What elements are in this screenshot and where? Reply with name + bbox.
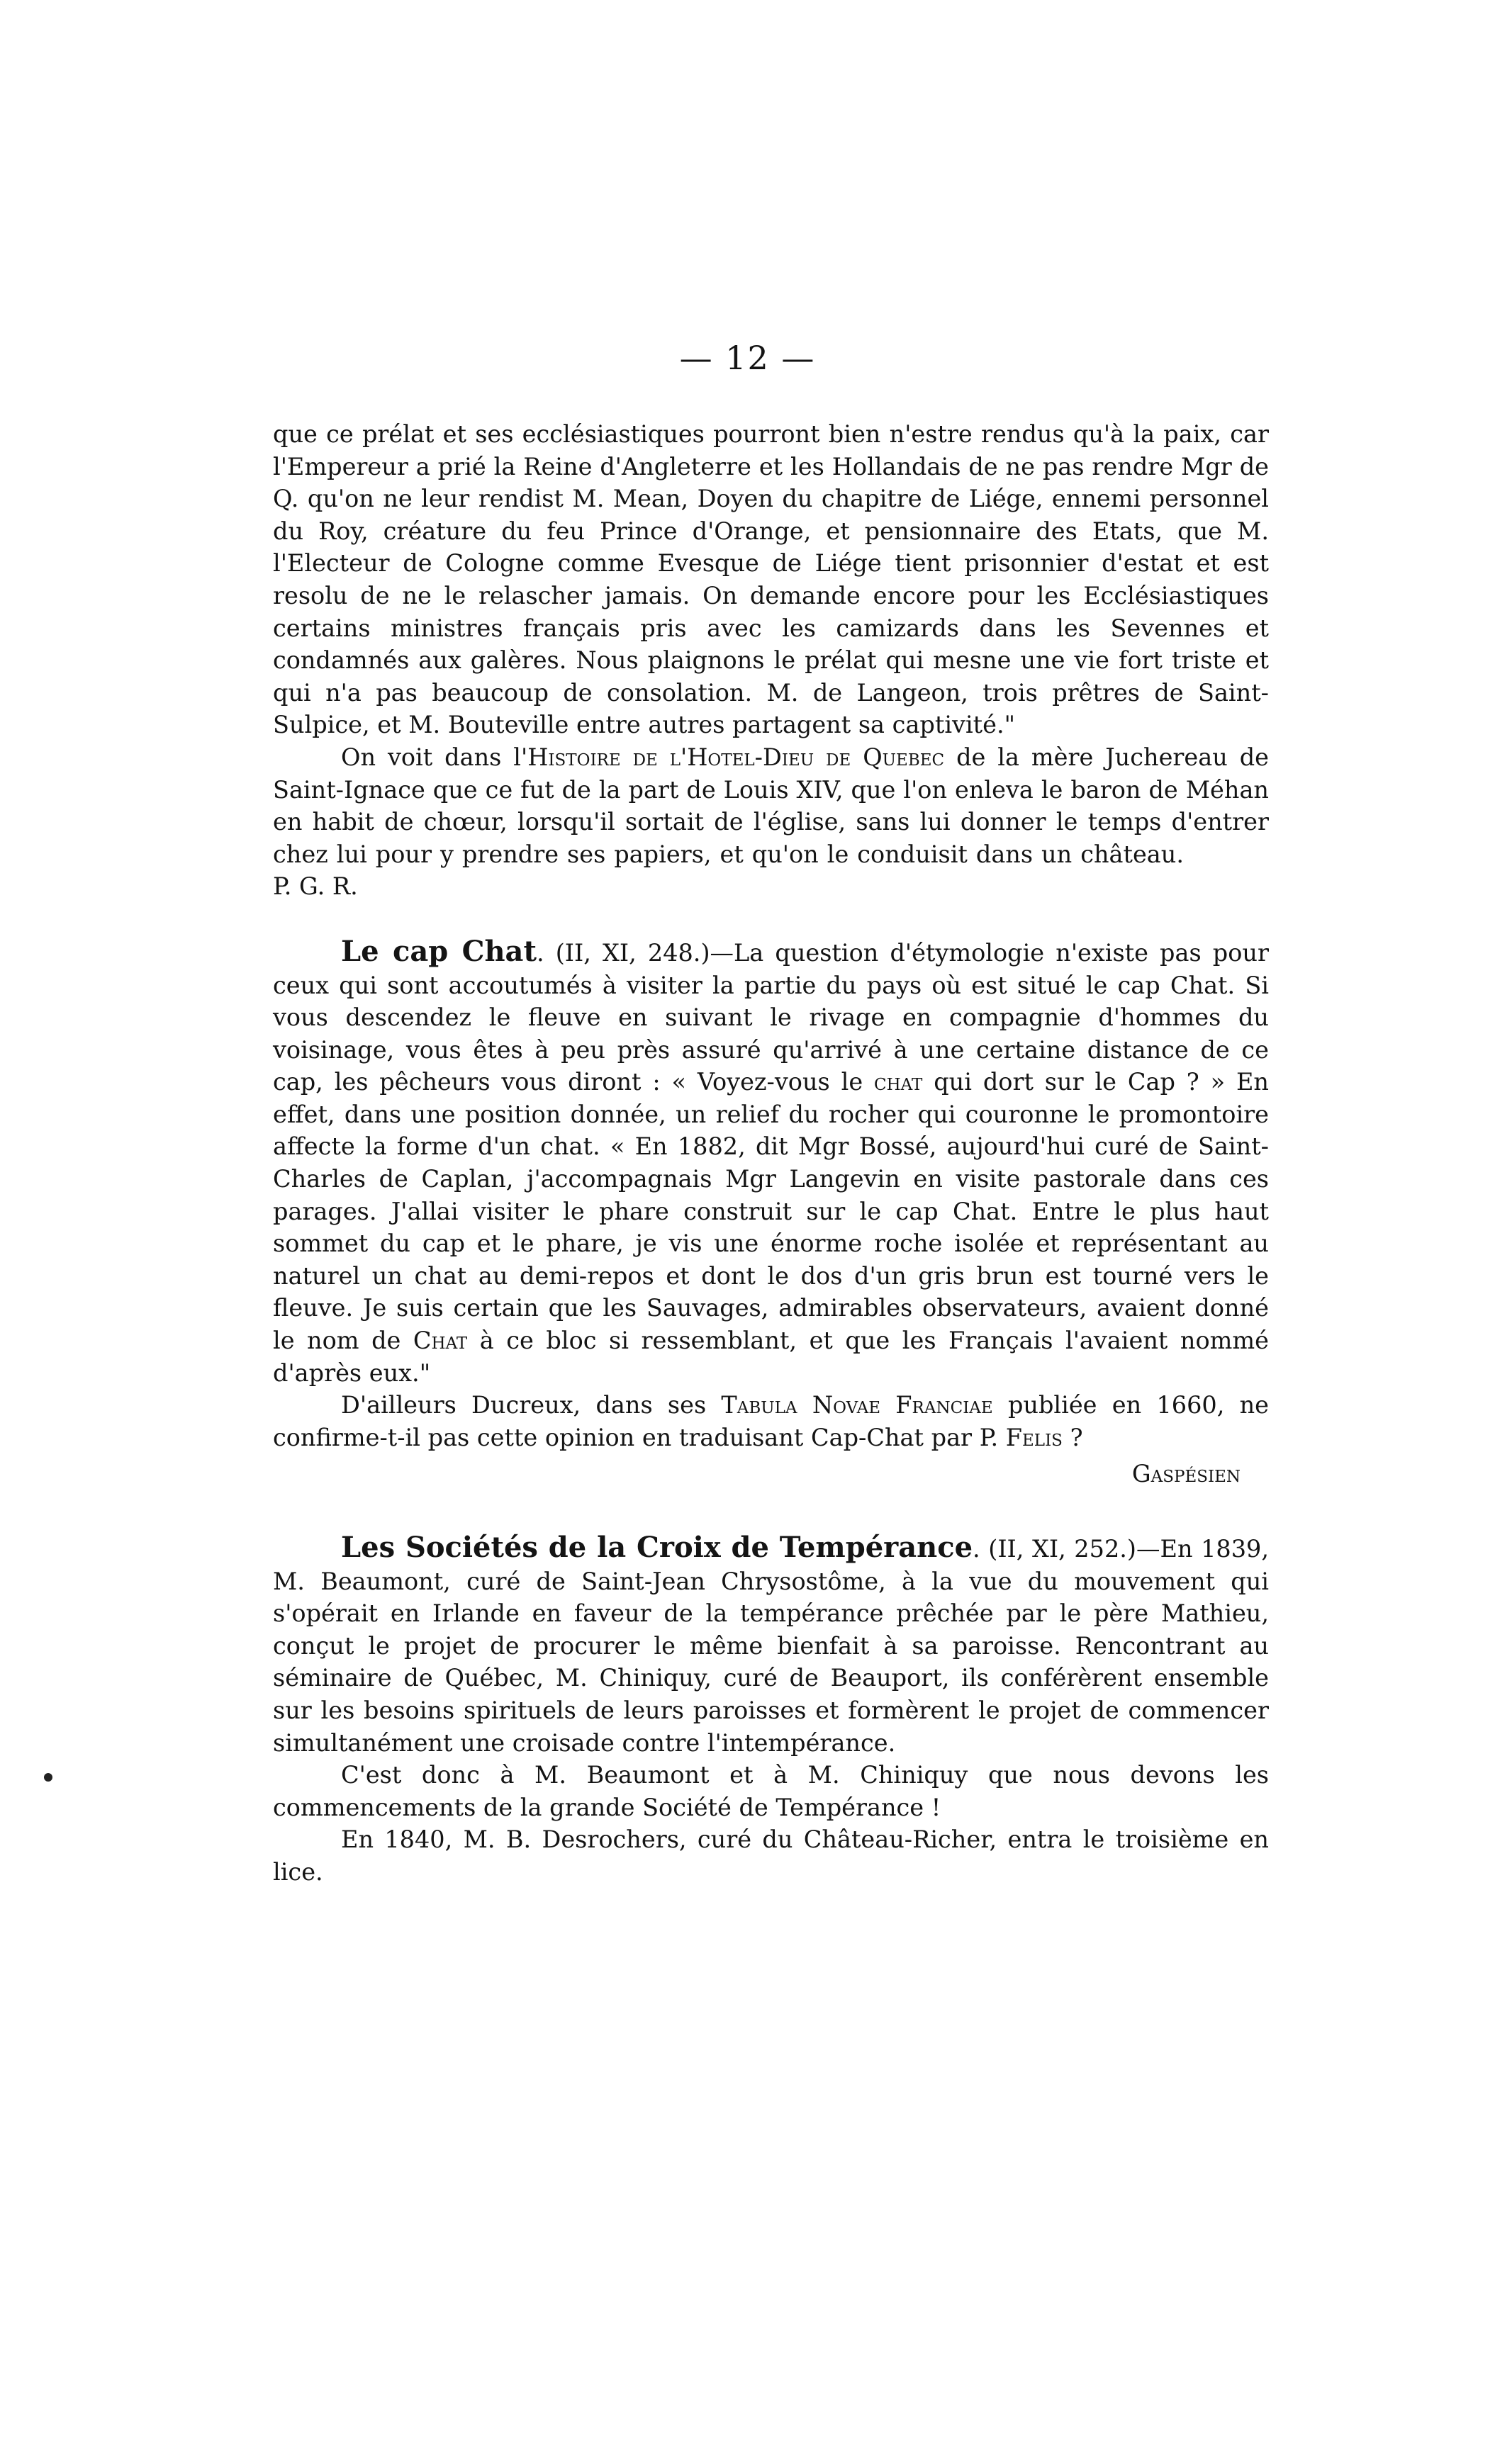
- paragraph-continuation: que ce prélat et ses ecclésiastiques pourront bien n'estre rendus qu'à la paix, car l'Empereur a prié la Reine d'Angleterre et les Hollandais de ne pas rendre Mgr de Q. qu'on ne leur rendist M. Mean, Doyen du chapitre de Liége, ennemi personnel du Roy, créature du feu Prince d'Orange, et pensionnaire des Etats, que M. l'Electeur de Cologne comme Evesque de Liége tient prisonnier d'estat et est resolu de ne le relascher jamais. On demande encore pour les Ecclésiastiques certains ministres français pris avec les camizards dans les Sevennes et condamnés aux galères. Nous plaignons le prélat qui mesne une vie fort triste et qui n'a pas beaucoup de consolation. M. de Langeon, trois prêtres de Saint-Sulpice, et M. Bouteville entre autres partagent sa captivité.": [273, 420, 1269, 739]
- paragraph-hotel-dieu: On voit dans l'Histoire de l'Hotel-Dieu de Quebec de la mère Juchereau de Saint-Ignace que ce fut de la part de Louis XIV, que l'on enleva le baron de Méhan en habit de chœur, lorsqu'il sortait de l'église, sans lui donner le temps d'entrer chez lui pour y prendre ses papiers, et qu'on le conduisit dans un château.P. G. R.: [273, 743, 1269, 901]
- entry-title-cap-chat: Le cap Chat: [341, 934, 537, 968]
- paragraph-beaumont: C'est donc à M. Beaumont et à M. Chiniquy que nous devons les commencements de la grande Société de Tempérance !: [273, 1761, 1269, 1821]
- book-title-tabula: Tabula Novae Franciae: [721, 1391, 993, 1419]
- paragraph-desrochers: En 1840, M. B. Desrochers, curé du Château-Richer, entra le troisième en lice.: [273, 1826, 1269, 1886]
- entry-title-temperance: Les Sociétés de la Croix de Tempérance: [341, 1531, 973, 1564]
- paragraph-ducreux: D'ailleurs Ducreux, dans ses Tabula Novae Franciae publiée en 1660, ne confirme-t-il pas cette opinion en traduisant Cap-Chat par P. Felis ?: [273, 1391, 1270, 1451]
- page-number: — 12 —: [679, 339, 816, 377]
- signature-pgr: P. G. R.: [273, 872, 358, 901]
- body-text: [273, 418, 1269, 1889]
- entry-reference: . (II, XI, 248.)—: [536, 938, 734, 967]
- entry-reference: . (II, XI, 252.)—: [973, 1535, 1160, 1563]
- book-title-hotel-dieu: Histoire de l'Hotel-Dieu de Quebec: [527, 743, 945, 771]
- entry-temperance: Les Sociétés de la Croix de Tempérance. (II, XI, 252.)—En 1839, M. Beaumont, curé de Saint-Jean Chrysostôme, à la vue du mouvement qui s'opérait en Irlande en faveur de la tempérance prêchée par le père Mathieu, conçut le projet de procurer le même bienfait à sa paroisse. Rencontrant au séminaire de Québec, M. Chiniquy, curé de Beauport, ils conférèrent ensemble sur les besoins spirituels de leurs paroisses et formèrent le projet de commencer simultanément une croisade contre l'intempérance.: [273, 1531, 1269, 1757]
- entry-cap-chat: Le cap Chat. (II, XI, 248.)—La question d'étymologie n'existe pas pour ceux qui sont accoutumés à visiter la partie du pays où est situé le cap Chat. Si vous descendez le fleuve en suivant le rivage en compagnie d'hommes du voisinage, vous êtes à peu près assuré qu'arrivé à une certaine distance de ce cap, les pêcheurs vous diront : « Voyez-vous le chat qui dort sur le Cap ? » En effet, dans une position donnée, un relief du rocher qui couronne le promontoire affecte la forme d'un chat. « En 1882, dit Mgr Bossé, aujourd'hui curé de Saint-Charles de Caplan, j'accompagnais Mgr Langevin en visite pastorale dans ces parages. J'allai visiter le phare construit sur le cap Chat. Entre le plus haut sommet du cap et le phare, je vis une énorme roche isolée et représentant au naturel un chat au demi-repos et dont le dos d'un gris brun est tourné vers le fleuve. Je suis certain que les Sauvages, admirables observateurs, avaient donné le nom de Chat à ce bloc si ressemblant, et que les Français l'avaient nommé d'après eux.": [273, 934, 1269, 1387]
- ink-spot: [44, 1773, 52, 1782]
- signature-gaspesien: Gaspésien: [1131, 1460, 1241, 1488]
